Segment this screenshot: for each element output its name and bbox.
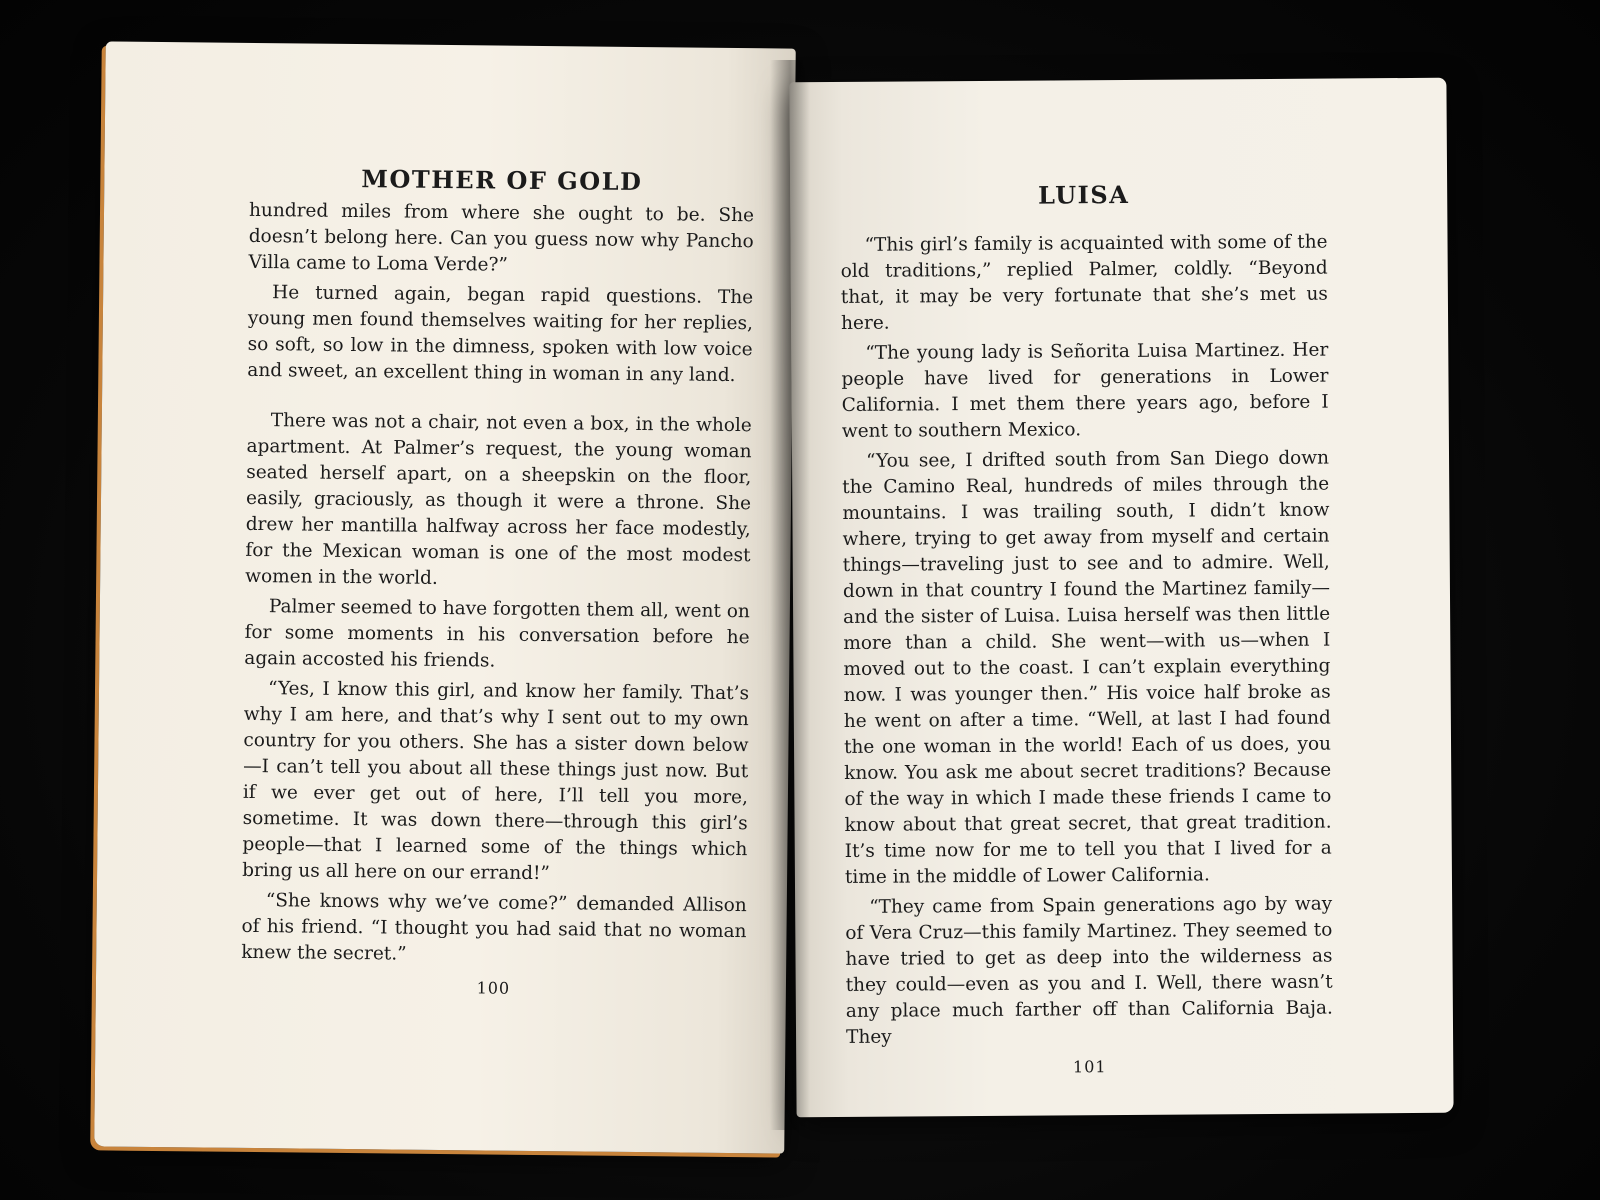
right-page-number: 101 xyxy=(1072,1057,1107,1077)
left-paragraph-5: “Yes, I know this girl, and know her family. That’s why I am here, and that’s why I sent out to my own country for you others. She has a sister down below —I can’t tell you about all these things just now. But if we ever get out of here, I’ll tell you more, sometime. It was down there—through this girl’s people—that I learned some of the things which bring us all here on our errand!” xyxy=(242,678,750,885)
left-running-head: MOTHER OF GOLD xyxy=(361,164,643,197)
left-paragraph-2: He turned again, began rapid questions. The young men found themselves waiting for her replies, so soft, so low in the dimness, spoken with low voice and sweet, an excellent thing in woman in any land. xyxy=(247,282,754,387)
right-paragraph-4: “They came from Spain generations ago by way of Vera Cruz—this family Martinez. They seemed to have tried to get as deep into the wilderness as they could—even as you and I. Well, there wasn’t any place much farther off than California Baja. They xyxy=(845,893,1333,1048)
left-paragraph-4: Palmer seemed to have forgotten them all, went on for some moments in his conversation before he again accosted his friends. xyxy=(244,596,750,672)
right-running-head: LUISA xyxy=(1037,179,1130,210)
left-paragraph-6: “She knows why we’ve come?” demanded Allison of his friend. “I thought you had said that no woman knew the secret.” xyxy=(241,890,747,965)
right-paragraph-2: “The young lady is Señorita Luisa Martinez. Her people have lived for generations in Lower California. I met them there years ago, before I went to southern Mexico. xyxy=(841,339,1329,442)
right-page xyxy=(789,78,1453,1118)
left-paragraph-3: There was not a chair, not even a box, in the whole apartment. At Palmer’s request, the young woman seated herself apart, on a sheepskin on the floor, easily, graciously, as though it were a throne. She drew her mantilla halfway across her face modestly, for the Mexican woman is one of the most modest women in the world. xyxy=(245,410,752,589)
left-page-number: 100 xyxy=(476,978,511,998)
right-paragraph-3: “You see, I drifted south from San Diego down the Camino Real, hundreds of miles through the mountains. I was trailing south, I didn’t know where, trying to get away from myself and certain things—traveling just to see and to admire. Well, down in that country I found the Martinez family—and the sister of Luisa. Luisa herself was then little more than a child. She went—with us—when I moved out to the coast. I can’t explain everything now. I was younger then.” His voice half broke as he went on after a time. “Well, at last I had found the one woman in the world! Each of us does, you know. You ask me about secret traditions? Because of the way in which I made these friends I came to know about that great secret, that great tradition. It’s time now for me to tell you that I lived for a time in the middle of Lower California. xyxy=(842,447,1332,888)
left-page xyxy=(94,41,796,1153)
right-paragraph-1: “This girl’s family is acquainted with some of the old traditions,” replied Palmer, coldly. “Beyond that, it may be very fortunate that she’s met us here. xyxy=(840,231,1328,334)
left-paragraph-1: hundred miles from where she ought to be. She doesn’t belong here. Can you guess now why Pancho Villa came to Loma Verde?” xyxy=(248,199,755,276)
